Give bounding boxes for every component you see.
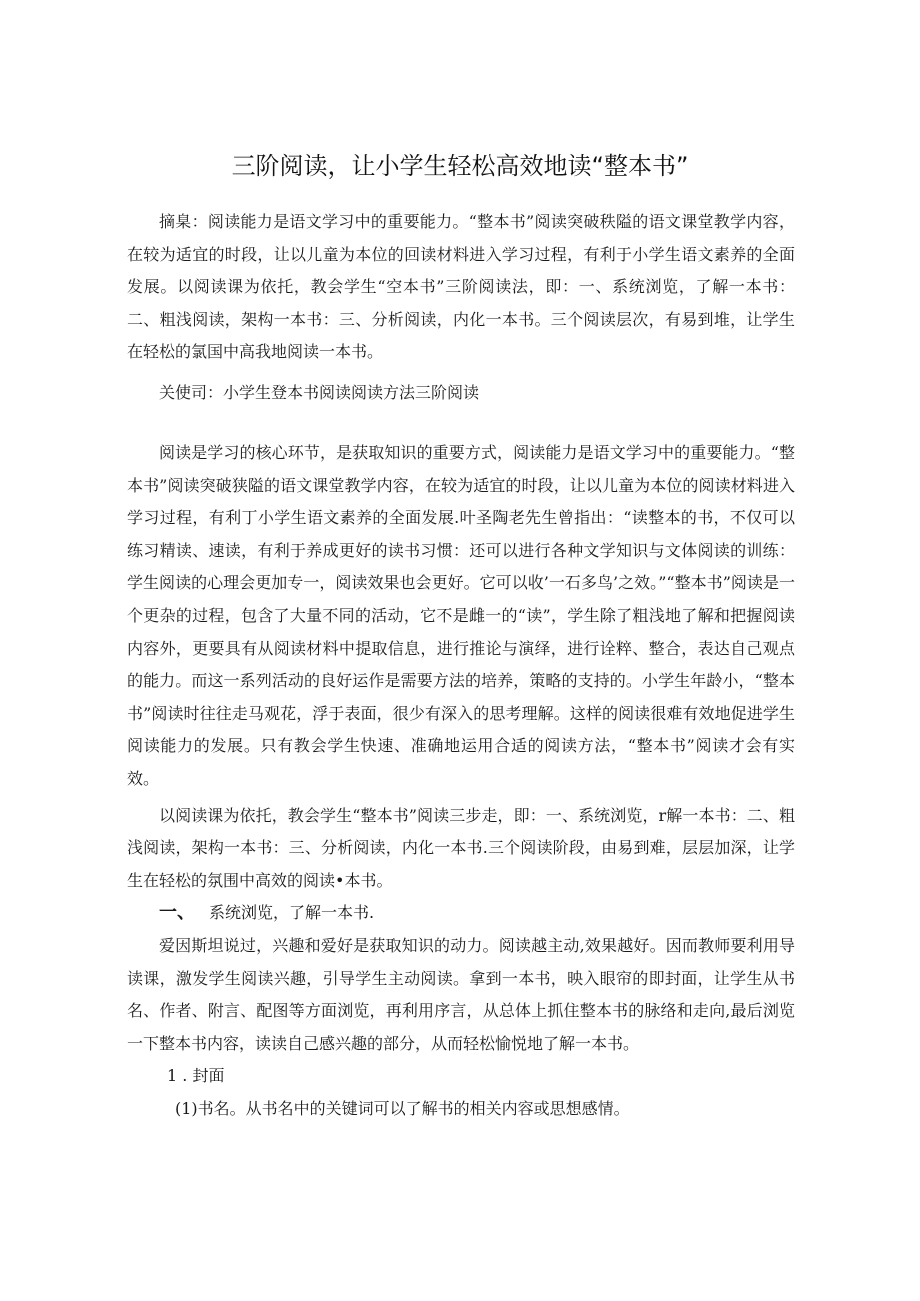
section-heading-1 [127,897,795,930]
abstract-label: 摘臬： [159,212,208,231]
main-body [127,437,795,1125]
paragraph-intro: 阅读是学习的核心环节，是获取知识的重要方式，阅读能力是语文学习中的重要能力。“整本书”阅读突破狭隘的语文课堂教学内容，在较为适宜的时段，让以儿童为本位的阅读材料进入学习过程，有利丁小学生语文素养的全面发展.叶圣陶老先生曾指出：“读整本的书，不仅可以练习精读、速读，有利于养成更好的读书习惯：还可以进行各种文学知识与文体阅读的训练：学生阅读的心理会更加专一，阅读效果也会更好。它可以收’一石多鸟’之效。”“整本书”阅读是一个更杂的过程，包含了大量不同的活动，它不是雌一的“读”，学生除了粗浅地了解和把握阅读内容外，更要具有从阅读材料中提取信息，进行推论与演绎，进行诠粹、整合，表达自己观点的能力。而这一系列活动的良好运作是需要方法的培养，策略的支持的。小学生年龄小，“整本书”阅读时往往走马观花，浮于表面，很少有深入的思考理解。这样的阅读很难有效地促进学生阅读能力的发展。只有教会学生快速、准确地运用合适的阅读方法，“整本书”阅读才会有实效。 [127,443,795,788]
abstract-block [127,206,795,410]
section-title: 系统浏览，了解一本书. [209,903,375,923]
keywords-line [127,377,795,410]
list-item-book-title: (1)书名。从书名中的关键词可以了解书的相关内容或思想感情。 [175,1098,630,1118]
paragraph-interest: 爱因斯坦说过，兴趣和爱好是获取知识的动力。阅读越主动,效果越好。因而教师要利用导读课，激发学生阅读兴趣，引导学生主动阅读。拿到一本书，映入眼帘的即封面，让学生从书名、作者、附言、配图等方面浏览，再利用序言，从总体上抓住整本书的脉络和走向,最后浏览一下整本书内容，读读自己感兴趣的部分，从而轻松愉悦地了解一本书。 [127,935,795,1053]
section-number: 一、 [159,902,195,924]
keywords-label: 关使司： [159,382,224,402]
paragraph-method: 以阅读课为依托，教会学生“整本书”阅读三步走，即：一、系统浏览，r解一本书：二、粗浅阅读，架构一本书：三、分析阅读，内化一本书.三个阅读阶段，由易到难，层层加深，让学生在轻松的氛围中高效的阅读•本书。 [127,805,795,890]
sub-heading-cover: 1 . 封面 [167,1066,225,1086]
keywords-text: 小学生登本书阅读阅读方法三阶阅读 [223,382,480,402]
abstract-text: 阅读能力是语文学习中的重要能力。“整本书”阅读突破秩隘的语文课堂教学内容，在较为适宜的时段，让以儿童为本位的回读材料进入学习过程，有利于小学生语文素养的全面发展。以阅读课为依托，教会学生“空本书”三阶阅读法，即：一、系统浏览，了解一本书：二、粗浅阅读，架构一本书：三、分析阅读，内化一本书。三个阅读层次，有易到堆，让学生在轻松的氯国中高我地阅读一本书。 [127,212,795,362]
document-title: 三阶阅读，让小学生轻松高效地读“整本书” [231,152,689,180]
abstract-paragraph [127,206,795,369]
